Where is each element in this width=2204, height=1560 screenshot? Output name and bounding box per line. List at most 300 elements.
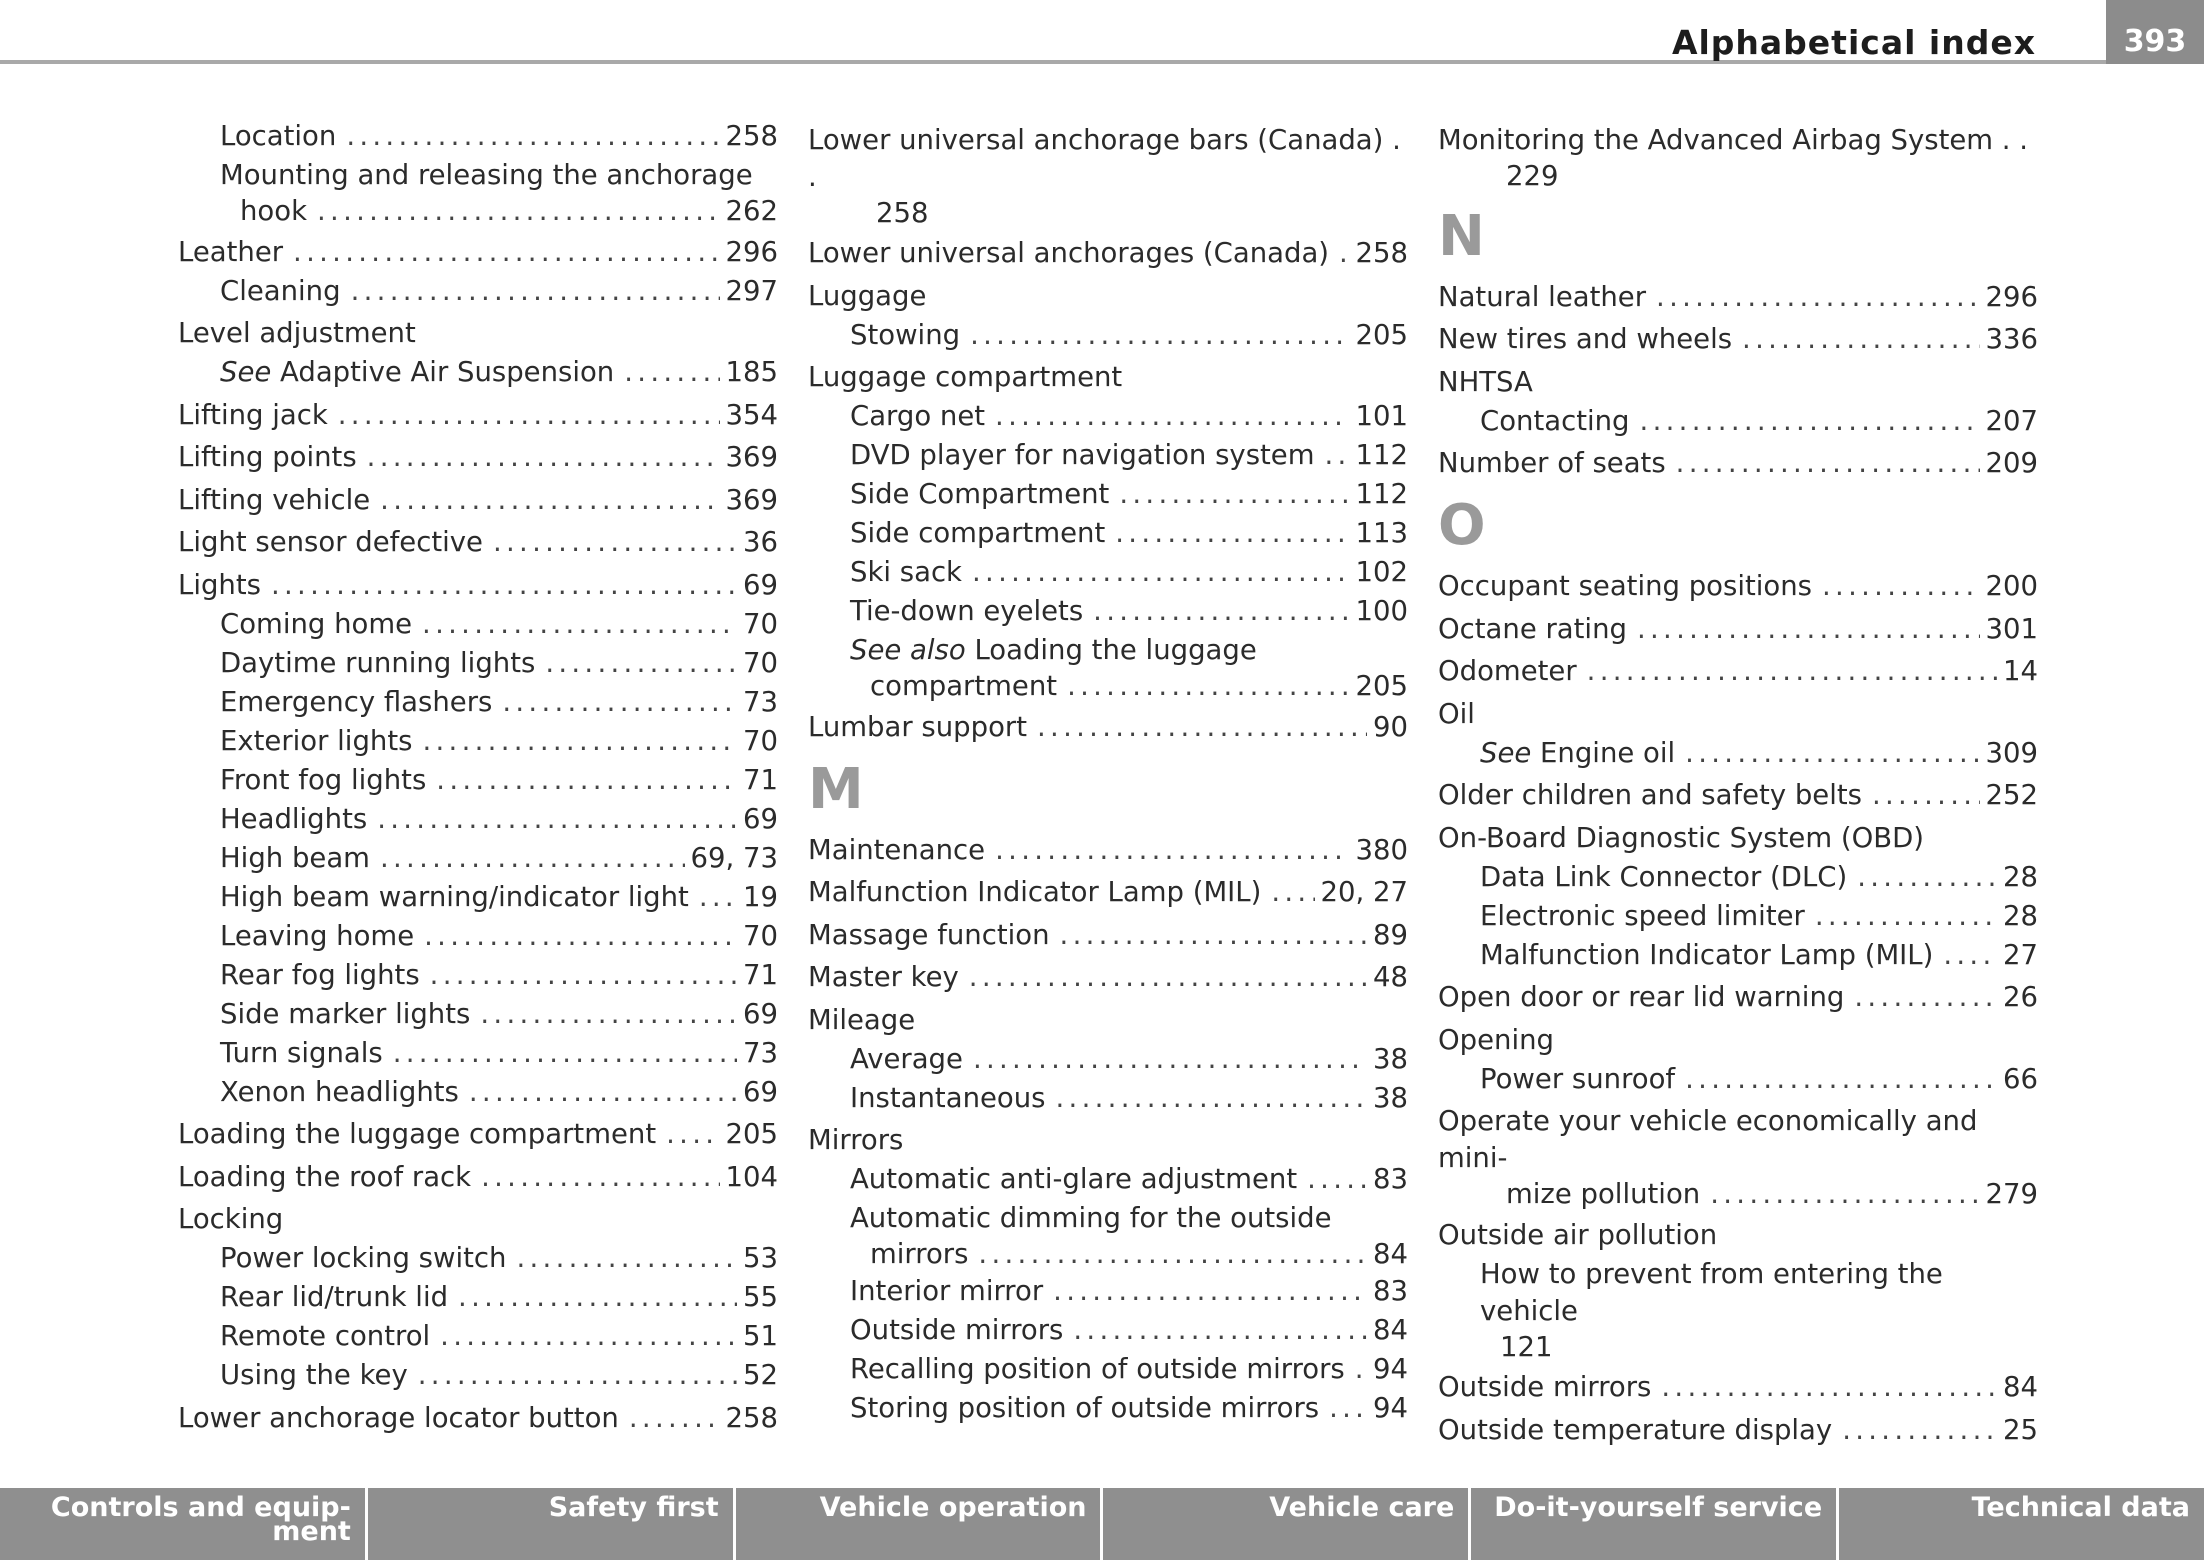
- index-entry-text: Stowing: [850, 318, 961, 351]
- tab-vehicle-care[interactable]: Vehicle care: [1103, 1488, 1471, 1560]
- index-entry-label: [1438, 777, 1862, 814]
- page-reference[interactable]: 258: [1355, 237, 1408, 269]
- index-entry-label: [178, 482, 370, 519]
- index-entry-text: Headlights: [220, 802, 368, 835]
- index-entry-text: Engine oil: [1540, 736, 1676, 769]
- index-entry-label: Automatic dimming for the outside: [850, 1202, 1332, 1234]
- index-entry: [808, 832, 1408, 869]
- page-reference[interactable]: 20, 27: [1320, 876, 1408, 908]
- page-reference[interactable]: 258: [725, 1401, 778, 1434]
- index-entry-text: Cleaning: [220, 274, 341, 307]
- index-entry-label: [1480, 1061, 1675, 1098]
- index-entry-label-cont: 121: [1500, 1330, 1553, 1363]
- section-tabs: [0, 1488, 2204, 1560]
- index-entry-label: [220, 354, 614, 391]
- index-entry-text: Xenon headlights: [220, 1075, 459, 1108]
- index-entry: [178, 157, 778, 228]
- tab-controls-and-equipment[interactable]: Controls and equip- ment: [0, 1488, 368, 1560]
- page-reference[interactable]: 100: [1355, 595, 1408, 627]
- leader-dots: [1355, 1351, 1367, 1388]
- index-entry-label: [220, 1357, 408, 1394]
- index-entry-text: Master key: [808, 961, 959, 993]
- index-entry-text: Lower universal anchorages (Canada): [808, 237, 1330, 269]
- index-entry-label: [850, 476, 1109, 513]
- index-entry: [1438, 122, 2038, 193]
- page-reference[interactable]: 113: [1355, 517, 1408, 549]
- index-entry-label: [220, 684, 492, 721]
- page-reference[interactable]: 71: [743, 763, 778, 796]
- index-entry-text: Malfunction Indicator Lamp (MIL): [1480, 938, 1934, 971]
- index-entry: [808, 632, 1408, 703]
- page-reference[interactable]: 200: [1985, 570, 2038, 602]
- see-reference: See: [220, 356, 272, 388]
- index-entry-text: Mirrors: [808, 1124, 904, 1156]
- leader-dots: [699, 879, 737, 916]
- index-letter-heading: M: [808, 756, 864, 822]
- index-entry-text: Loading the luggage compartment: [178, 1118, 657, 1150]
- index-entry-label: [850, 1080, 1046, 1117]
- page-reference[interactable]: 83: [1373, 1163, 1408, 1195]
- index-entry: [1438, 820, 2038, 857]
- index-entry-text: Side compartment: [850, 517, 1106, 549]
- index-entry-label: [220, 118, 336, 155]
- index-entry-label: [220, 1279, 448, 1316]
- index-entry-label: [178, 524, 483, 561]
- leader-dots: [1854, 979, 1997, 1016]
- index-entry: [178, 1279, 778, 1316]
- index-entry: [808, 398, 1408, 435]
- page-reference[interactable]: 369: [725, 483, 778, 516]
- index-entry: [178, 524, 778, 561]
- leader-dots: [1661, 1369, 1997, 1406]
- index-entry-text: Interior mirror: [850, 1275, 1044, 1307]
- page-reference[interactable]: 104: [725, 1160, 778, 1193]
- index-entry: [808, 359, 1408, 396]
- index-entry-label: [220, 273, 341, 310]
- page-reference[interactable]: 101: [1355, 400, 1408, 432]
- page-reference[interactable]: 84: [1373, 1314, 1408, 1346]
- page-reference[interactable]: 84: [2003, 1371, 2038, 1403]
- leader-dots: [1056, 1080, 1368, 1117]
- index-entry-label: [808, 917, 1050, 954]
- page-reference[interactable]: 369: [725, 441, 778, 473]
- index-entry-label: [1438, 820, 1924, 857]
- index-entry-label: [808, 874, 1261, 911]
- page-reference[interactable]: 73: [743, 685, 778, 718]
- index-entry: [1438, 321, 2038, 358]
- index-entry: [808, 554, 1408, 591]
- index-entry: [178, 645, 778, 682]
- index-entry: [1438, 1103, 2038, 1211]
- page-title: Alphabetical index: [1671, 23, 2036, 62]
- index-entry-label: [178, 1116, 656, 1153]
- index-entry: [178, 1400, 778, 1437]
- leader-dots: [458, 1279, 737, 1316]
- leader-dots: [624, 354, 719, 391]
- page-reference[interactable]: 205: [1355, 670, 1408, 702]
- index-entry: [808, 1080, 1408, 1117]
- index-entry: [808, 874, 1408, 911]
- index-entry-label: [1438, 1217, 1717, 1254]
- index-entry-label: [220, 723, 412, 760]
- index-entry-continuation: [808, 669, 1408, 703]
- index-entry-text: Front fog lights: [220, 763, 427, 796]
- page-reference[interactable]: 258: [725, 120, 778, 152]
- index-entry-text: Opening: [1438, 1023, 1554, 1056]
- index-entry-label: [220, 1074, 459, 1111]
- leader-dots: [367, 439, 720, 476]
- index-entry: [1438, 1412, 2038, 1449]
- index-entry-line: [808, 632, 1408, 669]
- index-entry-text: Coming home: [220, 607, 413, 640]
- index-entry: [1438, 696, 2038, 733]
- index-entry-text: New tires and wheels: [1438, 323, 1733, 355]
- page-reference[interactable]: 112: [1355, 439, 1408, 471]
- leader-dots: [317, 194, 719, 228]
- leader-dots: [1857, 859, 1997, 896]
- index-entry-label: [220, 840, 370, 877]
- page-reference[interactable]: 69: [743, 802, 778, 835]
- page-reference[interactable]: 296: [1985, 280, 2038, 313]
- tab-do-it-yourself-service[interactable]: Do-it-yourself service: [1471, 1488, 1839, 1560]
- index-entry-continuation: [1438, 1330, 2038, 1364]
- index-entry: [178, 684, 778, 721]
- index-entry-text: Side Compartment: [850, 478, 1110, 510]
- index-entry-text: Older children and safety belts: [1438, 779, 1862, 811]
- index-entry: [808, 122, 1408, 230]
- page-reference[interactable]: 309: [1985, 736, 2038, 769]
- page-reference[interactable]: 297: [725, 274, 778, 307]
- leader-dots: [1685, 735, 1979, 772]
- index-entry-label: [220, 879, 689, 916]
- index-entry: [178, 1318, 778, 1355]
- index-entry-label: [808, 709, 1027, 746]
- leader-dots: [430, 957, 737, 994]
- index-entry-label-cont: hook: [240, 195, 308, 227]
- page-reference[interactable]: 38: [1373, 1081, 1408, 1114]
- page-reference[interactable]: 66: [2003, 1062, 2038, 1095]
- index-entry: [178, 996, 778, 1033]
- index-entry-text: High beam warning/indicator light: [220, 880, 689, 913]
- page-reference[interactable]: 55: [743, 1281, 778, 1313]
- index-entry: [808, 917, 1408, 954]
- index-entry-text: Loading the roof rack: [178, 1160, 472, 1193]
- index-entry-label: [1438, 1369, 1651, 1406]
- leader-dots: [422, 606, 737, 643]
- index-entry-text: Data Link Connector (DLC): [1480, 860, 1848, 893]
- index-entry-text: Recalling position of outside mirrors: [850, 1353, 1345, 1385]
- index-entry-text: Maintenance: [808, 833, 986, 866]
- leader-dots: [1307, 1161, 1367, 1198]
- page-reference[interactable]: 296: [725, 235, 778, 268]
- page-reference[interactable]: 70: [743, 724, 778, 757]
- index-entry-text: Leaving home: [220, 919, 415, 952]
- index-entry-line: [1438, 122, 2038, 159]
- index-entry-text: Outside temperature display: [1438, 1413, 1833, 1446]
- index-entry: [178, 723, 778, 760]
- page-reference[interactable]: 38: [1373, 1042, 1408, 1075]
- index-entry-label: [1438, 321, 1732, 358]
- index-entry-label: How to prevent from entering the vehicle: [1480, 1257, 1943, 1327]
- index-entry-label: [220, 1240, 506, 1277]
- index-entry-text: Remote control: [220, 1320, 431, 1352]
- page-reference[interactable]: 336: [1985, 323, 2038, 355]
- leader-dots: [1060, 917, 1367, 954]
- index-entry-label: [850, 437, 1315, 474]
- index-entry-label: [220, 1035, 383, 1072]
- see-reference: See: [1480, 736, 1532, 769]
- page-reference[interactable]: 69: [743, 568, 778, 601]
- page-reference[interactable]: 89: [1373, 918, 1408, 951]
- page-reference[interactable]: 70: [743, 607, 778, 640]
- tab-technical-data[interactable]: Technical data: [1971, 1492, 2190, 1523]
- index-entry-label: [808, 235, 1329, 272]
- index-entry-text: NHTSA: [1438, 365, 1533, 398]
- page-reference[interactable]: 112: [1355, 478, 1408, 510]
- index-entry: [808, 593, 1408, 630]
- leader-dots: [502, 684, 737, 721]
- leader-dots: [995, 398, 1349, 435]
- page-number: 393: [2106, 0, 2204, 64]
- index-entry-text: Light sensor defective: [178, 526, 483, 558]
- page-reference[interactable]: 27: [2003, 938, 2038, 971]
- index-entry-label: [220, 957, 420, 994]
- index-entry-text: Average: [850, 1042, 963, 1075]
- index-entry-label: [1438, 611, 1627, 648]
- page-reference[interactable]: 71: [743, 958, 778, 991]
- index-entry: [178, 234, 778, 271]
- index-entry-label: [178, 567, 261, 604]
- leader-dots: [480, 996, 737, 1033]
- index-entry-text: Natural leather: [1438, 280, 1647, 313]
- page-reference[interactable]: 207: [1985, 404, 2038, 437]
- page-reference[interactable]: 205: [725, 1118, 778, 1150]
- index-entry-text: Daytime running lights: [220, 646, 536, 679]
- page-reference[interactable]: 279: [1985, 1178, 2038, 1210]
- index-entry: [808, 235, 1408, 272]
- index-entry-label: [1438, 364, 1533, 401]
- index-entry-text: Contacting: [1480, 404, 1630, 437]
- index-entry-label: [178, 439, 357, 476]
- index-entry-text: Luggage compartment: [808, 361, 1123, 393]
- page-reference[interactable]: 83: [1373, 1275, 1408, 1307]
- index-entry-label: [1438, 279, 1646, 316]
- index-entry-text: Using the key: [220, 1359, 408, 1391]
- index-entry: [178, 482, 778, 519]
- leader-dots: [1067, 669, 1349, 703]
- leader-dots: [1587, 653, 1997, 690]
- index-entry: [178, 840, 778, 877]
- index-entry: [1438, 898, 2038, 935]
- page-reference[interactable]: 53: [743, 1242, 778, 1274]
- page-reference[interactable]: 90: [1373, 710, 1408, 743]
- index-column-2: [808, 116, 1408, 1427]
- leader-dots: [271, 567, 737, 604]
- index-entry: [1438, 653, 2038, 690]
- leader-dots: [969, 959, 1367, 996]
- index-entry-label: [220, 1318, 430, 1355]
- index-entry: [808, 476, 1408, 513]
- index-entry: [178, 957, 778, 994]
- see-reference: See also: [850, 634, 966, 666]
- index-entry-label: [808, 959, 959, 996]
- page-reference[interactable]: 73: [743, 1036, 778, 1069]
- leader-dots: [1037, 709, 1367, 746]
- page-reference[interactable]: 209: [1985, 447, 2038, 479]
- page-reference[interactable]: 205: [1355, 318, 1408, 351]
- index-entry: [808, 959, 1408, 996]
- index-entry-text: Open door or rear lid warning: [1438, 981, 1845, 1013]
- page-reference[interactable]: 94: [1373, 1353, 1408, 1385]
- index-entry-text: Lumbar support: [808, 710, 1027, 743]
- index-entry: [1438, 859, 2038, 896]
- page-reference[interactable]: 25: [2003, 1413, 2038, 1446]
- index-entry-text: Luggage: [808, 279, 927, 312]
- page-reference[interactable]: 26: [2003, 981, 2038, 1013]
- index-entry: [1438, 1256, 2038, 1364]
- page-reference[interactable]: 262: [725, 195, 778, 227]
- index-entry-label: [850, 1390, 1319, 1427]
- page-reference[interactable]: 69: [743, 997, 778, 1030]
- index-entry-label: [1438, 653, 1577, 690]
- index-entry-text: Emergency flashers: [220, 685, 493, 718]
- index-entry-label: [808, 359, 1122, 396]
- tab-vehicle-operation[interactable]: Vehicle operation: [736, 1488, 1104, 1560]
- leader-dots: [440, 1318, 737, 1355]
- page-reference[interactable]: 70: [743, 646, 778, 679]
- leader-dots: [1822, 568, 1980, 605]
- page-reference[interactable]: 48: [1373, 961, 1408, 993]
- page-reference[interactable]: 52: [743, 1359, 778, 1391]
- index-entry-label-cont: mize pollution: [1506, 1178, 1701, 1210]
- index-entry: [178, 918, 778, 955]
- leader-dots: [995, 832, 1349, 869]
- tab-safety-first[interactable]: Safety first: [368, 1488, 736, 1560]
- index-entry-line: [808, 122, 1408, 196]
- page-reference[interactable]: 36: [743, 526, 778, 558]
- index-entry-text: Mileage: [808, 1003, 916, 1036]
- index-entry: [1438, 445, 2038, 482]
- page-reference[interactable]: 94: [1373, 1392, 1408, 1424]
- leader-dots: [338, 397, 720, 434]
- index-entry: [1438, 611, 2038, 648]
- index-entry-text: Instantaneous: [850, 1081, 1046, 1114]
- leader-dots: [1053, 1273, 1367, 1310]
- leader-dots: [1640, 403, 1980, 440]
- index-entry-text: Electronic speed limiter: [1480, 899, 1805, 932]
- index-entry-text: Outside mirrors: [850, 1314, 1064, 1346]
- index-entry-label: [850, 398, 985, 435]
- page-reference[interactable]: 19: [743, 880, 778, 913]
- index-entry-label: [850, 1273, 1043, 1310]
- leader-dots: [393, 1035, 737, 1072]
- index-entry-text: Exterior lights: [220, 724, 413, 757]
- page-reference[interactable]: 301: [1985, 612, 2038, 645]
- page-reference[interactable]: 28: [2003, 899, 2038, 932]
- leader-dots: [351, 273, 720, 310]
- index-entry: [178, 1201, 778, 1238]
- index-entry-text: Storing position of outside mirrors: [850, 1392, 1320, 1424]
- index-entry: [808, 317, 1408, 354]
- index-entry-label: [1480, 937, 1933, 974]
- page-reference[interactable]: 69: [743, 1075, 778, 1108]
- index-entry: [178, 1074, 778, 1111]
- index-entry-label: [808, 1122, 903, 1159]
- index-entry-text: Turn signals: [220, 1036, 383, 1069]
- page-reference[interactable]: 354: [725, 398, 778, 431]
- leader-dots: [1271, 874, 1314, 911]
- index-entry-label: [1480, 898, 1805, 935]
- index-entry: [178, 1035, 778, 1072]
- index-entry: [178, 879, 778, 916]
- page-reference[interactable]: 28: [2003, 860, 2038, 893]
- leader-dots: [1676, 445, 1980, 482]
- index-entry-text: Locking: [178, 1203, 284, 1235]
- index-entry: [808, 515, 1408, 552]
- index-entry-label: [850, 1351, 1345, 1388]
- page-reference[interactable]: 252: [1985, 779, 2038, 811]
- page-reference[interactable]: 380: [1355, 833, 1408, 866]
- leader-dots: [1093, 593, 1349, 630]
- page-reference[interactable]: 70: [743, 919, 778, 952]
- index-entry-text: Location: [220, 120, 337, 152]
- index-entry-text: Oil: [1438, 697, 1475, 730]
- leader-dots: [1815, 898, 1997, 935]
- index-entry-label: [808, 278, 926, 315]
- index-entry-continuation: [1438, 1177, 2038, 1211]
- index-entry: [1438, 364, 2038, 401]
- index-entry-label: [1438, 979, 1844, 1016]
- index-entry-label: [1438, 568, 1812, 605]
- index-column-3: [1438, 116, 2038, 1449]
- index-entry-label: [808, 832, 985, 869]
- index-entry-text: Lifting jack: [178, 398, 328, 431]
- index-entry-label: [850, 317, 960, 354]
- page-reference[interactable]: 185: [725, 356, 778, 388]
- index-entry: [808, 1161, 1408, 1198]
- index-entry-text: Malfunction Indicator Lamp (MIL): [808, 876, 1262, 908]
- index-entry-line: [178, 157, 778, 194]
- index-entry: [178, 439, 778, 476]
- index-entry: [1438, 1061, 2038, 1098]
- index-letter-heading: N: [1438, 203, 1485, 269]
- page-reference[interactable]: 69, 73: [690, 841, 778, 874]
- leader-dots: [1710, 1177, 1979, 1211]
- index-entry-text: Adaptive Air Suspension: [280, 356, 615, 388]
- index-entry-label: [850, 1041, 963, 1078]
- index-entry-label: [178, 315, 416, 352]
- leader-dots: [1115, 515, 1349, 552]
- index-entry-label: [1480, 403, 1630, 440]
- leader-dots: [293, 234, 719, 271]
- index-entry-label: [850, 1161, 1297, 1198]
- index-entry: [1438, 1022, 2038, 1059]
- index-entry-text: Odometer: [1438, 655, 1577, 687]
- page-reference[interactable]: 14: [2003, 655, 2038, 687]
- index-entry-label: [220, 801, 367, 838]
- index-entry: [808, 1312, 1408, 1349]
- index-entry-label: [220, 918, 414, 955]
- index-entry-label: Operate your vehicle economically and mini-: [1438, 1105, 1978, 1174]
- page-reference[interactable]: 84: [1373, 1238, 1408, 1270]
- index-entry-text: Ski sack: [850, 556, 962, 588]
- index-entry: [1438, 735, 2038, 772]
- index-entry: [808, 278, 1408, 315]
- index-entry-text: Lifting points: [178, 441, 357, 473]
- index-entry-label: [1438, 1412, 1832, 1449]
- page-reference[interactable]: 102: [1355, 556, 1408, 588]
- page-reference[interactable]: 51: [743, 1320, 778, 1352]
